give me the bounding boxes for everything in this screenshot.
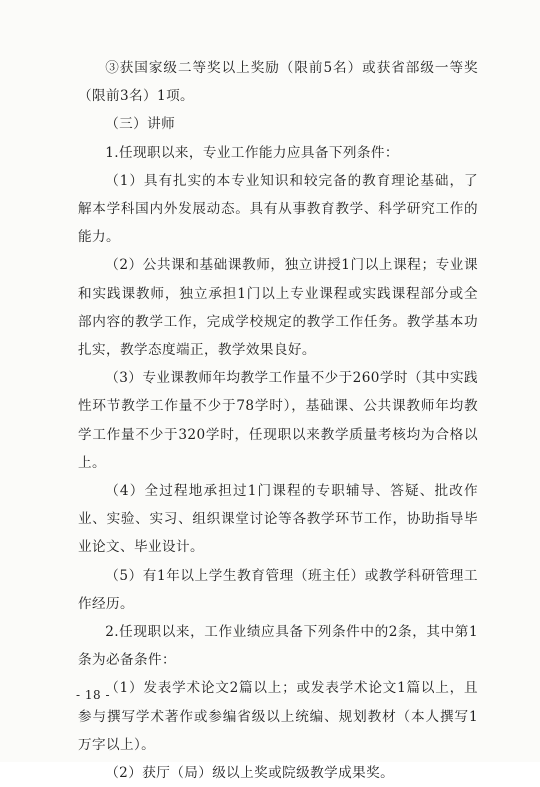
paragraph-ability-1: （1）具有扎实的本专业知识和较完备的教育理论基础，了解本学科国内外发展动态。具有从事教育教学、科学研究工作的能力。 <box>78 172 478 246</box>
document-body <box>78 54 478 787</box>
paragraph-ability-3: （3）专业课教师年均教学工作量不少于260学时（其中实践性环节教学工作量不少于78学时），基础课、公共课教师年均教学工作量不少于320学时，任现职以来教学质量考核均为合格以上。 <box>78 370 478 471</box>
paragraph-ability-5: （5）有1年以上学生教育管理（班主任）或教学科研管理工作经历。 <box>78 567 478 612</box>
paragraph-ability-4: （4）全过程地承担过1门课程的专职辅导、答疑、批改作业、实验、实习、组织课堂讨论等各教学环节工作，协助指导毕业论文、毕业设计。 <box>78 483 478 556</box>
section-heading-lecturer: （三）讲师 <box>105 116 176 133</box>
paragraph-performance-1: （1）发表学术论文2篇以上；或发表学术论文1篇以上，且参与撰写学术著作或参编省级以上统编、规划教材（本人撰写1万字以上）。 <box>78 680 478 753</box>
paragraph-award-condition: ③获国家级二等奖以上奖励（限前5名）或获省部级一等奖（限前3名）1项。 <box>78 60 478 105</box>
paragraph-performance-2: （2）获厅（局）级以上奖或院级教学成果奖。 <box>105 765 395 782</box>
paragraph-ability-intro: 1.任现职以来，专业工作能力应具备下列条件： <box>105 144 399 161</box>
paragraph-performance-intro: 2.任现职以来，工作业绩应具备下列条件中的2条，其中第1条为必备条件： <box>78 624 478 669</box>
paragraph-ability-2: （2）公共课和基础课教师，独立讲授1门以上课程；专业课和实践课教师，独立承担1门以上专业课程或实践课程部分或全部内容的教学工作，完成学校规定的教学工作任务。教学基本功扎实，教学态度端正，教学效果良好。 <box>78 257 478 359</box>
page-number: - 18 - <box>76 688 111 702</box>
